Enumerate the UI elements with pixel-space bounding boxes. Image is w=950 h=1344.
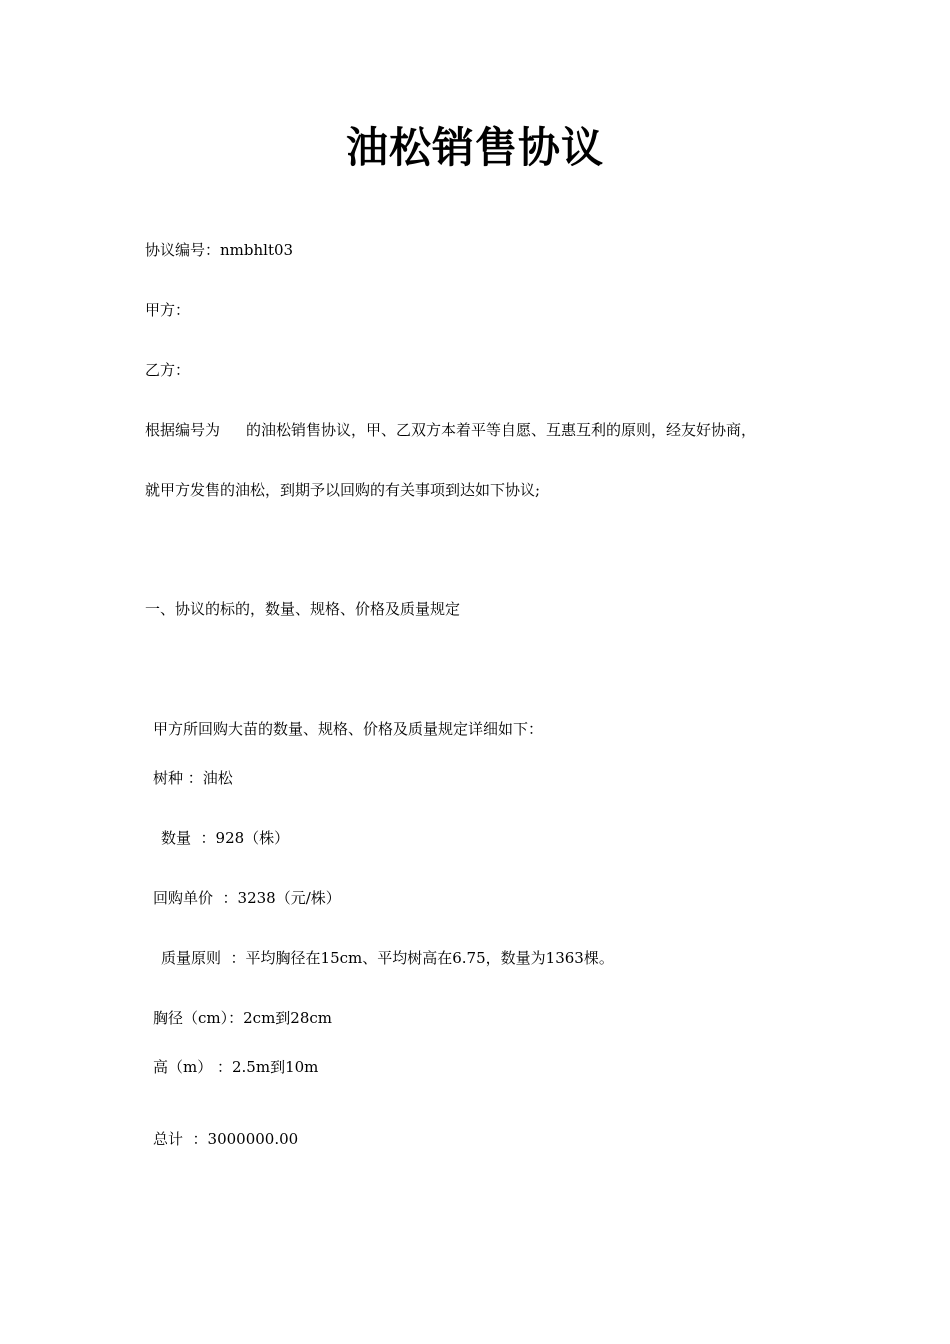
item-quality: 质量原则 ：平均胸径在15cm、平均树高在6.75，数量为1363棵。 — [161, 949, 614, 967]
agreement-number-value: nmbhlt03 — [220, 241, 294, 259]
intro-line1-prefix: 根据编号为 — [145, 421, 221, 439]
intro-line1-rest: 的油松销售协议，甲、乙双方本着平等自愿、互惠互利的原则，经友好协商， — [246, 421, 757, 439]
item-quantity: 数量 ：928（株） — [161, 829, 290, 847]
intro-paragraph-line-1 — [145, 419, 756, 441]
document-title: 油松销售协议 — [345, 123, 604, 172]
section-1-intro: 甲方所回购大苗的数量、规格、价格及质量规定详细如下： — [153, 720, 544, 738]
party-b-label: 乙方： — [145, 361, 191, 379]
agreement-number — [145, 239, 293, 261]
item-dbh: 胸径（cm）：2cm到28cm — [153, 1009, 333, 1027]
item-species: 树种 ：油松 — [153, 769, 233, 787]
item-unit-price: 回购单价 ：3238（元/株） — [153, 889, 341, 907]
item-height: 高（m） ：2.5m到10m — [153, 1058, 319, 1076]
item-total: 总计 ：3000000.00 — [153, 1130, 299, 1148]
intro-paragraph-line-2: 就甲方发售的油松，到期予以回购的有关事项到达如下协议; — [145, 481, 541, 499]
section-1-heading: 一、协议的标的，数量、规格、价格及质量规定 — [145, 600, 461, 618]
agreement-number-label: 协议编号： — [145, 241, 221, 259]
party-a-label: 甲方： — [145, 301, 191, 319]
